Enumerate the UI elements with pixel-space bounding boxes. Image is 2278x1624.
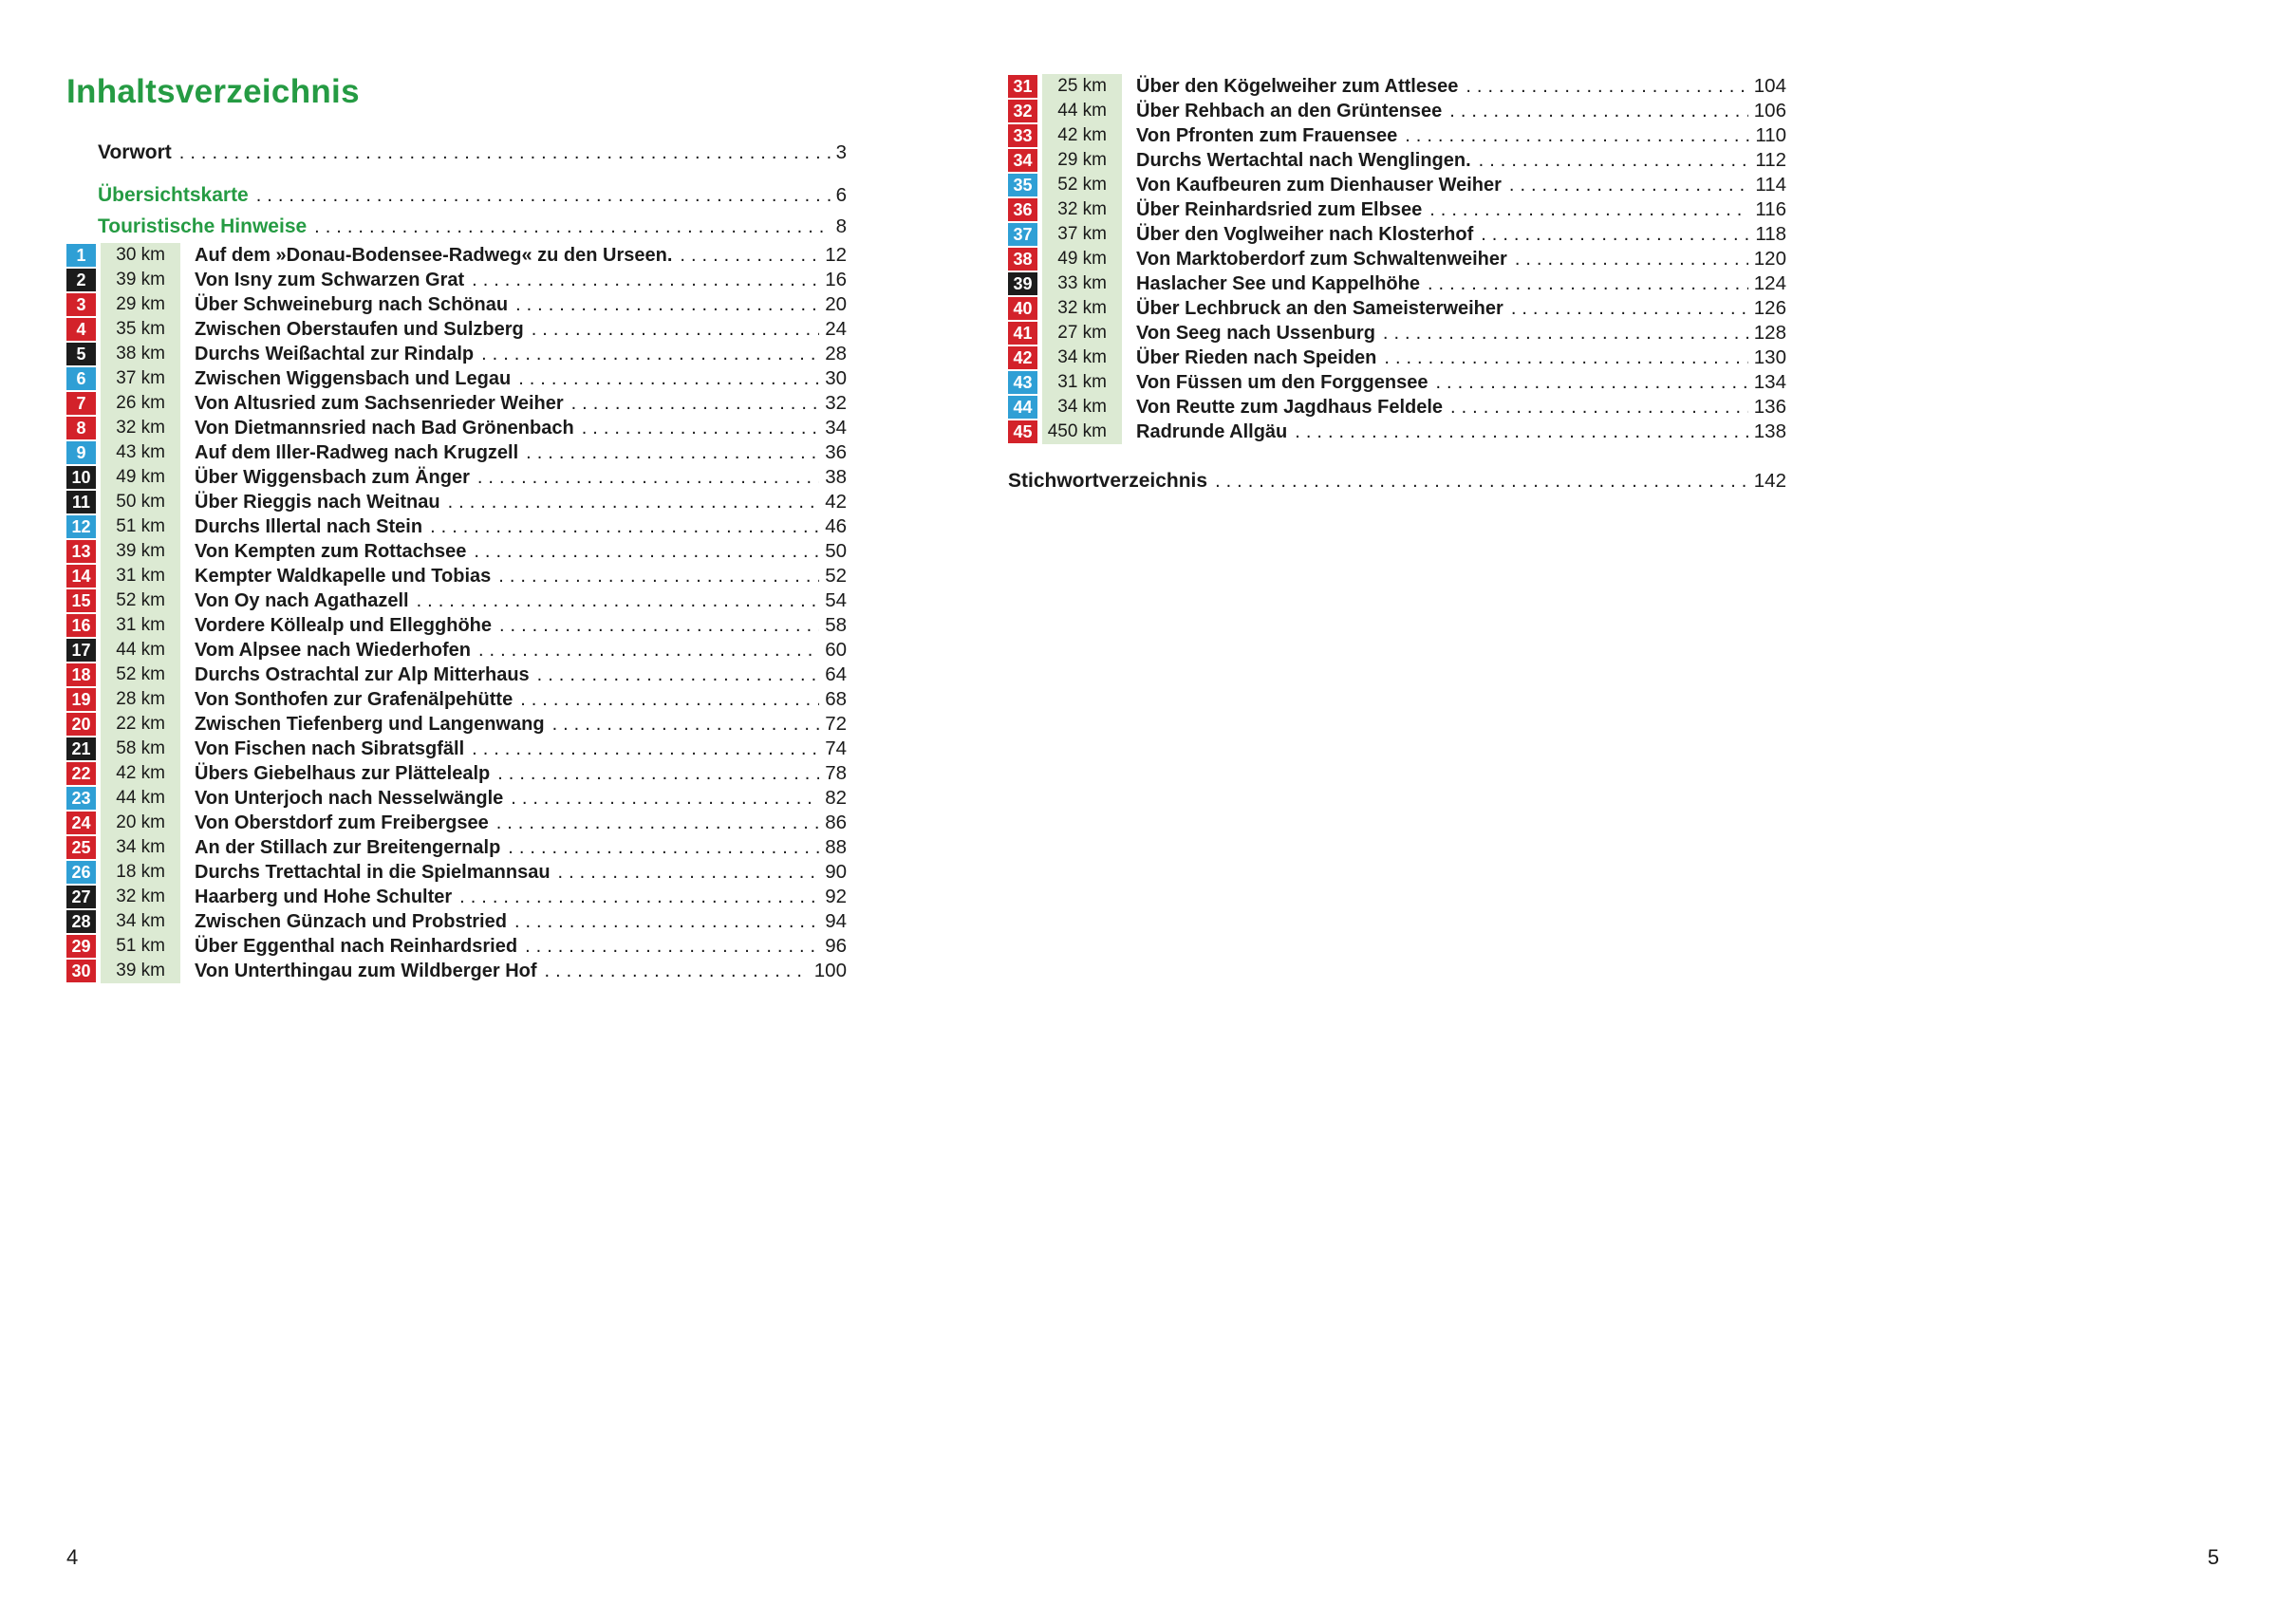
tour-title: Über Rieggis nach Weitnau xyxy=(195,491,440,513)
dot-leader xyxy=(481,344,819,365)
tour-distance: 32 km xyxy=(101,885,180,909)
dot-leader xyxy=(1511,298,1748,320)
tour-title: Vordere Köllealp und Ellegghöhe xyxy=(195,614,492,636)
toc-entry-row xyxy=(66,440,847,465)
page-number: 36 xyxy=(825,441,847,463)
tour-number-badge: 13 xyxy=(66,540,96,563)
tour-number-badge: 41 xyxy=(1008,322,1037,345)
toc-entry-row xyxy=(66,959,847,983)
toc-entry-row xyxy=(66,588,847,613)
front-matter-row xyxy=(66,140,847,165)
page-number: 72 xyxy=(825,713,847,735)
toc-entry-row xyxy=(1008,123,1786,148)
tour-title: Von Pfronten zum Frauensee xyxy=(1136,124,1398,146)
tour-number-badge: 21 xyxy=(66,737,96,760)
tour-distance: 22 km xyxy=(101,712,180,737)
tour-number-badge: 1 xyxy=(66,244,96,267)
tour-number-badge: 9 xyxy=(66,441,96,464)
tour-title: Von Kaufbeuren zum Dienhauser Weiher xyxy=(1136,174,1502,196)
page-number: 34 xyxy=(825,417,847,439)
tour-number-badge: 3 xyxy=(66,293,96,316)
tour-number-badge: 19 xyxy=(66,688,96,711)
tour-title: Von Oy nach Agathazell xyxy=(195,589,409,611)
dot-leader xyxy=(478,640,819,662)
tour-number-badge: 7 xyxy=(66,392,96,415)
tour-number-badge: 28 xyxy=(66,910,96,933)
page-number: 60 xyxy=(825,639,847,661)
toc-entry-row xyxy=(66,909,847,934)
tour-number-badge: 36 xyxy=(1008,198,1037,221)
tour-title: Von Kempten zum Rottachsee xyxy=(195,540,467,562)
tour-list-left xyxy=(66,243,847,983)
page-number: 28 xyxy=(825,343,847,364)
index-row xyxy=(1008,469,1786,494)
toc-entry-row xyxy=(66,638,847,663)
tour-title: An der Stillach zur Breitengernalp xyxy=(195,836,501,858)
page-number: 126 xyxy=(1753,297,1786,319)
toc-entry-row xyxy=(1008,395,1786,420)
tour-title: Von Altusried zum Sachsenrieder Weiher xyxy=(195,392,564,414)
tour-distance: 34 km xyxy=(101,909,180,934)
tour-number-badge: 39 xyxy=(1008,272,1037,295)
page-number: 20 xyxy=(825,293,847,315)
tour-distance: 51 km xyxy=(101,934,180,959)
page-number: 112 xyxy=(1755,149,1786,171)
tour-distance: 52 km xyxy=(101,588,180,613)
dot-leader xyxy=(1466,76,1747,98)
tour-title: Über Rehbach an den Grüntensee xyxy=(1136,100,1443,121)
tour-title: Von Unterthingau zum Wildberger Hof xyxy=(195,960,537,981)
tour-title: Von Reutte zum Jagdhaus Feldele xyxy=(1136,396,1444,418)
front-matter-label: Vorwort xyxy=(98,141,172,163)
tour-distance: 26 km xyxy=(101,391,180,416)
tour-number-badge: 37 xyxy=(1008,223,1037,246)
toc-entry-row xyxy=(66,317,847,342)
dot-leader xyxy=(552,714,820,736)
dot-leader xyxy=(1429,199,1749,221)
tour-distance: 31 km xyxy=(101,564,180,588)
tour-number-badge: 5 xyxy=(66,343,96,365)
toc-entry-row xyxy=(66,564,847,588)
front-matter-label: Übersichtskarte xyxy=(98,184,249,206)
page-number: 82 xyxy=(825,787,847,809)
tour-title: Durchs Wertachtal nach Wenglingen. xyxy=(1136,149,1471,171)
toc-entry-row xyxy=(1008,74,1786,99)
tour-number-badge: 40 xyxy=(1008,297,1037,320)
tour-distance: 29 km xyxy=(101,292,180,317)
toc-entry-row xyxy=(1008,296,1786,321)
page-number: 106 xyxy=(1753,100,1786,121)
tour-distance: 25 km xyxy=(1042,74,1122,99)
tour-number-badge: 38 xyxy=(1008,248,1037,271)
tour-number-badge: 29 xyxy=(66,935,96,958)
dot-leader xyxy=(497,763,819,785)
toc-entry-row xyxy=(66,737,847,761)
tour-distance: 31 km xyxy=(101,613,180,638)
tour-number-badge: 2 xyxy=(66,269,96,291)
page-number: 88 xyxy=(825,836,847,858)
tour-number-badge: 32 xyxy=(1008,100,1037,122)
dot-leader xyxy=(1515,249,1748,271)
front-matter-row xyxy=(66,183,847,208)
page-number: 116 xyxy=(1755,198,1786,220)
dot-leader xyxy=(508,837,819,859)
page-number: 38 xyxy=(825,466,847,488)
page-number: 8 xyxy=(835,215,847,237)
tour-title: Über Lechbruck an den Sameisterweiher xyxy=(1136,297,1503,319)
dot-leader xyxy=(498,566,819,588)
dot-leader xyxy=(472,738,819,760)
page-number: 128 xyxy=(1753,322,1786,344)
page-number: 24 xyxy=(825,318,847,340)
tour-distance: 32 km xyxy=(1042,197,1122,222)
tour-number-badge: 4 xyxy=(66,318,96,341)
page-number: 54 xyxy=(825,589,847,611)
page-number: 114 xyxy=(1755,174,1786,196)
dot-leader xyxy=(430,516,819,538)
tour-title: Von Marktoberdorf zum Schwaltenweiher xyxy=(1136,248,1507,270)
toc-entry-row xyxy=(1008,148,1786,173)
front-matter-label: Touristische Hinweise xyxy=(98,215,308,237)
dot-leader xyxy=(477,467,819,489)
toc-entry-row xyxy=(66,243,847,268)
tour-title: Über Schweineburg nach Schönau xyxy=(195,293,509,315)
tour-number-badge: 6 xyxy=(66,367,96,390)
tour-title: Haslacher See und Kappelhöhe xyxy=(1136,272,1420,294)
toc-entry-row xyxy=(66,761,847,786)
tour-number-badge: 35 xyxy=(1008,174,1037,196)
tour-title: Durchs Ostrachtal zur Alp Mitterhaus xyxy=(195,663,530,685)
dot-leader xyxy=(520,689,819,711)
tour-number-badge: 18 xyxy=(66,663,96,686)
tour-title: Vom Alpsee nach Wiederhofen xyxy=(195,639,471,661)
tour-distance: 20 km xyxy=(101,811,180,835)
dot-leader xyxy=(514,911,819,933)
page-title: Inhaltsverzeichnis xyxy=(66,73,360,110)
dot-leader xyxy=(532,319,819,341)
toc-entry-row xyxy=(1008,247,1786,271)
toc-entry-row xyxy=(1008,321,1786,345)
tour-distance: 34 km xyxy=(101,835,180,860)
dot-leader xyxy=(1215,471,1748,493)
page-number: 104 xyxy=(1753,75,1786,97)
dot-leader xyxy=(472,270,819,291)
page-number: 64 xyxy=(825,663,847,685)
tour-distance: 18 km xyxy=(101,860,180,885)
page-number: 74 xyxy=(825,737,847,759)
toc-entry-row xyxy=(66,860,847,885)
page-number: 124 xyxy=(1753,272,1786,294)
tour-title: Von Fischen nach Sibratsgfäll xyxy=(195,737,465,759)
tour-distance: 49 km xyxy=(1042,247,1122,271)
dot-leader xyxy=(537,664,820,686)
page-number: 12 xyxy=(825,244,847,266)
tour-title: Von Seeg nach Ussenburg xyxy=(1136,322,1375,344)
toc-entry-row xyxy=(1008,222,1786,247)
toc-entry-row xyxy=(66,663,847,687)
tour-title: Auf dem Iller-Radweg nach Krugzell xyxy=(195,441,519,463)
tour-distance: 44 km xyxy=(101,786,180,811)
tour-distance: 28 km xyxy=(101,687,180,712)
dot-leader xyxy=(1509,175,1749,196)
tour-distance: 450 km xyxy=(1042,420,1122,444)
dot-leader xyxy=(525,936,819,958)
page-number: 118 xyxy=(1755,223,1786,245)
tour-distance: 37 km xyxy=(1042,222,1122,247)
toc-entry-row xyxy=(66,292,847,317)
dot-leader xyxy=(1428,273,1748,295)
page-number: 6 xyxy=(835,184,847,206)
page-number: 134 xyxy=(1753,371,1786,393)
tour-title: Über Wiggensbach zum Änger xyxy=(195,466,470,488)
tour-title: Von Unterjoch nach Nesselwängle xyxy=(195,787,504,809)
toc-entry-row xyxy=(1008,173,1786,197)
tour-distance: 32 km xyxy=(101,416,180,440)
dot-leader xyxy=(680,245,819,267)
tour-number-badge: 42 xyxy=(1008,346,1037,369)
tour-distance: 34 km xyxy=(1042,395,1122,420)
dot-leader xyxy=(496,812,820,834)
tour-title: Kempter Waldkapelle und Tobias xyxy=(195,565,492,587)
tour-distance: 52 km xyxy=(1042,173,1122,197)
toc-entry-row xyxy=(66,514,847,539)
tour-number-badge: 43 xyxy=(1008,371,1037,394)
tour-distance: 58 km xyxy=(101,737,180,761)
toc-left-column xyxy=(66,72,847,983)
toc-entry-row xyxy=(66,416,847,440)
page-number: 100 xyxy=(813,960,847,981)
page-number: 130 xyxy=(1753,346,1786,368)
page-number: 30 xyxy=(825,367,847,389)
dot-leader xyxy=(545,961,809,982)
tour-title: Zwischen Oberstaufen und Sulzberg xyxy=(195,318,524,340)
dot-leader xyxy=(314,216,830,238)
dot-leader xyxy=(448,492,820,513)
toc-entry-row xyxy=(66,835,847,860)
dot-leader xyxy=(474,541,819,563)
tour-number-badge: 12 xyxy=(66,515,96,538)
page-number: 136 xyxy=(1753,396,1786,418)
toc-entry-row xyxy=(1008,345,1786,370)
tour-distance: 50 km xyxy=(101,490,180,514)
toc-entry-row xyxy=(1008,99,1786,123)
tour-title: Von Dietmannsried nach Bad Grönenbach xyxy=(195,417,574,439)
toc-entry-row xyxy=(1008,370,1786,395)
dot-leader xyxy=(1384,347,1747,369)
tour-number-badge: 14 xyxy=(66,565,96,588)
page-number: 78 xyxy=(825,762,847,784)
tour-distance: 34 km xyxy=(1042,345,1122,370)
tour-number-badge: 26 xyxy=(66,861,96,884)
tour-distance: 42 km xyxy=(1042,123,1122,148)
tour-number-badge: 45 xyxy=(1008,420,1037,443)
dot-leader xyxy=(1383,323,1748,345)
tour-distance: 31 km xyxy=(1042,370,1122,395)
page-number: 138 xyxy=(1753,420,1786,442)
dot-leader xyxy=(1481,224,1749,246)
toc-entry-row xyxy=(66,712,847,737)
toc-entry-row xyxy=(66,613,847,638)
tour-title: Von Oberstdorf zum Freibergsee xyxy=(195,812,489,833)
toc-entry-row xyxy=(1008,420,1786,444)
folio-right-page-number: 5 xyxy=(2207,1545,2219,1569)
page-number: 90 xyxy=(825,861,847,883)
toc-entry-row xyxy=(66,342,847,366)
page-number: 142 xyxy=(1753,470,1786,492)
tour-number-badge: 25 xyxy=(66,836,96,859)
dot-leader xyxy=(526,442,819,464)
dot-leader xyxy=(571,393,820,415)
dot-leader xyxy=(1295,421,1748,443)
tour-distance: 49 km xyxy=(101,465,180,490)
dot-leader xyxy=(511,788,819,810)
index-label: Stichwortverzeichnis xyxy=(1008,470,1208,492)
dot-leader xyxy=(1435,372,1747,394)
tour-title: Zwischen Tiefenberg und Langenwang xyxy=(195,713,545,735)
toc-entry-row xyxy=(66,786,847,811)
tour-distance: 39 km xyxy=(101,539,180,564)
tour-number-badge: 24 xyxy=(66,812,96,834)
front-matter-row xyxy=(66,215,847,239)
toc-entry-row xyxy=(66,366,847,391)
tour-number-badge: 31 xyxy=(1008,75,1037,98)
toc-entry-row xyxy=(66,811,847,835)
tour-title: Über Rieden nach Speiden xyxy=(1136,346,1377,368)
dot-leader xyxy=(558,862,820,884)
tour-distance: 27 km xyxy=(1042,321,1122,345)
tour-title: Auf dem »Donau-Bodensee-Radweg« zu den Urseen. xyxy=(195,244,673,266)
page-number: 96 xyxy=(825,935,847,957)
toc-right-column xyxy=(1008,74,1786,494)
tour-title: Von Isny zum Schwarzen Grat xyxy=(195,269,465,290)
toc-entry-row xyxy=(66,539,847,564)
page-number: 86 xyxy=(825,812,847,833)
tour-title: Übers Giebelhaus zur Plättelealp xyxy=(195,762,491,784)
tour-distance: 44 km xyxy=(101,638,180,663)
tour-title: Zwischen Günzach und Probstried xyxy=(195,910,507,932)
dot-leader xyxy=(179,142,831,164)
dot-leader xyxy=(1450,397,1748,419)
page-number: 42 xyxy=(825,491,847,513)
tour-title: Über Reinhardsried zum Elbsee xyxy=(1136,198,1423,220)
tour-number-badge: 17 xyxy=(66,639,96,662)
tour-number-badge: 23 xyxy=(66,787,96,810)
page-number: 58 xyxy=(825,614,847,636)
tour-number-badge: 8 xyxy=(66,417,96,439)
tour-title: Durchs Trettachtal in die Spielmannsau xyxy=(195,861,551,883)
tour-number-badge: 20 xyxy=(66,713,96,736)
page-number: 94 xyxy=(825,910,847,932)
tour-distance: 29 km xyxy=(1042,148,1122,173)
tour-number-badge: 16 xyxy=(66,614,96,637)
tour-title: Über den Voglweiher nach Klosterhof xyxy=(1136,223,1474,245)
page-number: 110 xyxy=(1755,124,1786,146)
tour-number-badge: 30 xyxy=(66,960,96,982)
tour-distance: 39 km xyxy=(101,959,180,983)
dot-leader xyxy=(1405,125,1749,147)
dot-leader xyxy=(518,368,819,390)
dot-leader xyxy=(417,590,820,612)
tour-list-right xyxy=(1008,74,1786,444)
page-number: 68 xyxy=(825,688,847,710)
tour-distance: 37 km xyxy=(101,366,180,391)
tour-number-badge: 33 xyxy=(1008,124,1037,147)
tour-distance: 42 km xyxy=(101,761,180,786)
toc-entry-row xyxy=(66,687,847,712)
page-number: 92 xyxy=(825,886,847,907)
dot-leader xyxy=(256,185,831,207)
page-number: 52 xyxy=(825,565,847,587)
tour-title: Von Füssen um den Forggensee xyxy=(1136,371,1428,393)
toc-entry-row xyxy=(66,490,847,514)
tour-title: Von Sonthofen zur Grafenälpehütte xyxy=(195,688,513,710)
tour-distance: 33 km xyxy=(1042,271,1122,296)
dot-leader xyxy=(1449,101,1747,122)
tour-number-badge: 10 xyxy=(66,466,96,489)
tour-distance: 38 km xyxy=(101,342,180,366)
tour-title: Radrunde Allgäu xyxy=(1136,420,1288,442)
page-number: 32 xyxy=(825,392,847,414)
toc-entry-row xyxy=(1008,271,1786,296)
tour-title: Durchs Weißachtal zur Rindalp xyxy=(195,343,475,364)
dot-leader xyxy=(499,615,819,637)
dot-leader xyxy=(582,418,819,439)
tour-number-badge: 22 xyxy=(66,762,96,785)
front-matter-list xyxy=(66,140,847,239)
dot-leader xyxy=(515,294,819,316)
tour-distance: 30 km xyxy=(101,243,180,268)
tour-title: Zwischen Wiggensbach und Legau xyxy=(195,367,512,389)
tour-number-badge: 27 xyxy=(66,886,96,908)
tour-distance: 51 km xyxy=(101,514,180,539)
tour-distance: 43 km xyxy=(101,440,180,465)
toc-entry-row xyxy=(66,885,847,909)
tour-title: Haarberg und Hohe Schulter xyxy=(195,886,453,907)
tour-title: Über den Kögelweiher zum Attlesee xyxy=(1136,75,1459,97)
toc-entry-row xyxy=(66,268,847,292)
tour-distance: 39 km xyxy=(101,268,180,292)
page-number: 16 xyxy=(825,269,847,290)
page-number: 3 xyxy=(835,141,847,163)
tour-title: Durchs Illertal nach Stein xyxy=(195,515,423,537)
dot-leader xyxy=(459,887,819,908)
folio-left-page-number: 4 xyxy=(66,1545,79,1569)
page-number: 50 xyxy=(825,540,847,562)
page-number: 120 xyxy=(1753,248,1786,270)
tour-number-badge: 34 xyxy=(1008,149,1037,172)
tour-number-badge: 15 xyxy=(66,589,96,612)
dot-leader xyxy=(1479,150,1750,172)
tour-distance: 32 km xyxy=(1042,296,1122,321)
tour-number-badge: 44 xyxy=(1008,396,1037,419)
toc-entry-row xyxy=(66,934,847,959)
page-number: 46 xyxy=(825,515,847,537)
tour-title: Über Eggenthal nach Reinhardsried xyxy=(195,935,518,957)
toc-entry-row xyxy=(66,465,847,490)
toc-entry-row xyxy=(1008,197,1786,222)
toc-entry-row xyxy=(66,391,847,416)
tour-distance: 35 km xyxy=(101,317,180,342)
tour-number-badge: 11 xyxy=(66,491,96,513)
tour-distance: 44 km xyxy=(1042,99,1122,123)
tour-distance: 52 km xyxy=(101,663,180,687)
